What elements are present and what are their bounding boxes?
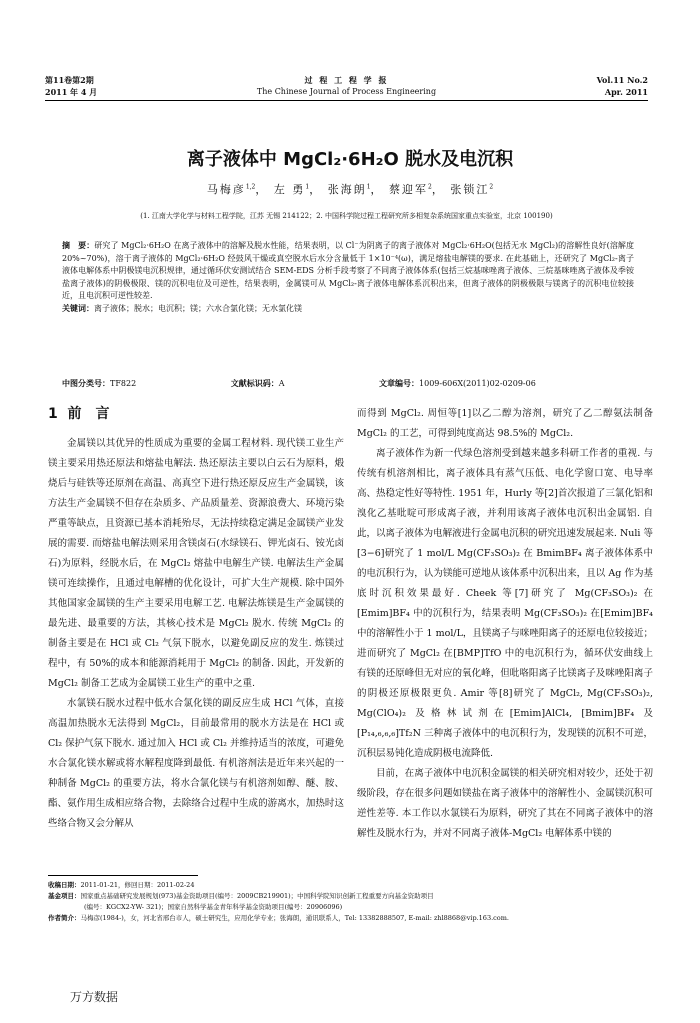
header-volume: 第11卷第2期 2011 年 4 月 <box>45 75 98 97</box>
paragraph: 目前，在离子液体中电沉积金属镁的相关研究相对较少，还处于初级阶段，存在很多问题如镁盐在离子液体中的溶解性小、金属镁沉积可逆性差等. 本工作以水氯镁石为原料，研究了其在不同离子液体中的溶解性及脱水行为，并对不同离子液体-MgCl₂ 电解体系中镁的 <box>357 768 653 839</box>
author: 张海朗$^1$ <box>327 183 371 196</box>
footnote-rule <box>48 875 198 876</box>
author-list: 马梅彦$^{1,2}$， 左 勇$^1$， 张海朗$^1$， 蔡迎军$^2$， 张锁江$^2$ <box>206 183 494 196</box>
header-journal: 过 程 工 程 学 报 The Chinese Journal of Process Engineering <box>256 75 437 96</box>
footnotes <box>48 880 652 924</box>
paragraph: 金属镁以其优异的性质成为重要的金属工程材料. 现代镁工业生产镁主要采用热还原法和熔盐电解法. 热还原法主要以白云石为原料，煅烧后与硅铁等还原剂在高温、高真空下进行热还原反应生产金属镁，该方法生产金属镁不但存在杂质多、产品质量差、资源浪费大、环境污染严重等缺点，且资源已基本消耗殆尽，无法持续稳定满足金属镁产业发展的需要. 而熔盐电解法则采用含镁卤石(水绿镁石、钾光卤石、铵光卤石)为原料，经脱水后，在 MgCl₂ 熔盐中电解生产镁. 电解法生产金属镁可连续操作，且通过电解槽的优化设计，可扩大生产规模. 除中国外其他国家金属镁的生产主要采用电解工艺. 电解法炼镁是生产金属镁的最先进、最重要的方法，其核心技术是 MgCl₂ 脱水. 传统 MgCl₂ 的制备主要是在 HCl 或 Cl₂ 气氛下脱水，以避免副反应的发生. 炼镁过程中，有 50%的成本和能源消耗用于 MgCl₂ 的制备. 因此，开发新的 MgCl₂ 制备工艺成为金属镁工业生产的重中之重. <box>48 438 344 689</box>
document-code: 文献标识码：A <box>230 379 285 388</box>
author-bio: 作者简介：马梅彦(1984-)，女，河北省邢台市人，硕士研究生，应用化学专业；张海朗，通讯联系人，Tel: 13382888507, E-mail: zhl8868@vip.163.com. <box>48 914 509 922</box>
paper-title: 离子液体中 MgCl₂·6H₂O 脱水及电沉积 <box>186 149 514 170</box>
keywords: 关键词：离子液体；脱水；电沉积；镁；六水合氯化镁；无水氯化镁 <box>62 303 302 313</box>
left-column <box>48 434 344 834</box>
section-heading: 1 前 言 <box>48 406 110 422</box>
header-rule <box>45 100 648 101</box>
paragraph: 离子液体作为新一代绿色溶剂受到越来越多科研工作者的重视. 与传统有机溶剂相比，离子液体具有蒸气压低、电化学窗口宽、电导率高、热稳定性好等特性. 1951 年，Hurly 等[2]首次报道了三氯化铝和溴化乙基吡啶可形成离子液，并利用该离子液体电沉积出金属铝. 自此，以离子液体为电解液进行金属电沉积的研究迅速发展起来. Nuli 等[3−6]研究了 1 mol/L Mg(CF₃SO₃)₂ 在 BmimBF₄ 离子液体体系中的电沉积行为，认为镁能可逆地从该体系中沉积出来，且以 Ag 作为基底时沉积效果最好. Cheek 等[7]研究了 Mg(CF₃SO₃)₂ 在[Emim]BF₄ 中的沉积行为，结果表明 Mg(CF₃SO₃)₂ 在[Emim]BF₄ 中的溶解性小于 1 mol/L，且镁离子与咪唑阳离子的还原电位较接近；进而研究了 MgCl₂ 在[BMP]TfO 中的电沉积行为，循环伏安曲线上有镁的还原峰但无对应的氧化峰，但吡咯阳离子比镁离子及咪唑阳离子的阴极还原极限更负. Amir 等[8]研究了 MgCl₂, Mg(CF₃SO₃)₂, Mg(ClO₄)₂ 及格林试剂在[Emim]AlCl₄, [Bmim]BF₄ 及[P₁₄,₆,₆,₆]Tf₂N 三种离子液体中的电沉积行为，发现镁的沉积不可逆，沉积层易钝化造成阴极电流降低. <box>357 448 653 759</box>
abstract-block <box>62 240 634 315</box>
paragraph: 而得到 MgCl₂. 周恒等[1]以乙二醇为溶剂，研究了乙二醇氨法制备 MgCl₂ 的工艺，可得到纯度高达 98.5%的 MgCl₂. <box>357 408 653 439</box>
watermark: 万方数据 <box>70 990 119 1004</box>
right-column <box>357 404 653 844</box>
header-issue: Vol.11 No.2 Apr. 2011 <box>596 75 648 97</box>
funding-cont: (编号：KGCX2-YW- 321)；国家自然科学基金青年科学基金资助项目(编号：20906096) <box>84 903 343 911</box>
classification-meta <box>62 378 628 389</box>
author: 马梅彦$^{1,2}$ <box>206 183 256 196</box>
author: 蔡迎军$^2$ <box>389 183 432 196</box>
funding: 基金项目：国家重点基础研究发展规划(973)基金资助项目(编号：2009CB219901)；中国科学院知识创新工程重要方向基金资助项目 <box>48 892 434 900</box>
affiliation: (1. 江南大学化学与材料工程学院，江苏 无锡 214122；2. 中国科学院过程工程研究所多相复杂系统国家重点实验室，北京 100190) <box>140 212 553 220</box>
abstract: 摘 要：研究了 MgCl₂·6H₂O 在离子液体中的溶解及脱水性能，结果表明，以 Cl⁻为阴离子的离子液体对 MgCl₂·6H₂O(包括无水 MgCl₂)的溶解性良好(溶解度 20%~70%)，溶于离子液体的 MgCl₂·6H₂O 经鼓风干燥或真空脱水后水分含量低于 1×10⁻⁴(ω)，满足熔盐电解镁的要求. 在此基础上，还研究了 MgCl₂-离子液体电解体系中阴极镁电沉积规律，通过循环伏安测试结合 SEM-EDS 分析手段考察了不同离子液体体系(包括三烷基咪唑离子液体、三烷基咪唑离子液体及季铵盐离子液体)的阴极极限、镁的沉积电位及可逆性，结果表明，金属镁可从 MgCl₂-离子液体电解体系沉积出来，但离子液体的阴极极限与镁离子的沉积电位较接近，且电沉积可逆性较差. <box>62 241 635 300</box>
author: 张锁江$^2$ <box>450 183 494 196</box>
paragraph: 水氯镁石脱水过程中低水合氯化镁的副反应生成 HCl 气体，直接高温加热脱水无法得到 MgCl₂，目前最常用的脱水方法是在 HCl 或 Cl₂ 保护气氛下脱水. 通过加入 HCl 或 Cl₂ 并维持适当的浓度，可避免水合氯化镁水解或将水解程度降到最低. 有机溶剂法是近年来兴起的一种制备 MgCl₂ 的重要方法，将水合氯化镁与有机溶剂如醇、醚、胺、酯、氨作用生成相应络合物，去除络合过程中生成的游离水，加热时这些络合物又会分解从 <box>48 698 344 829</box>
article-number: 文章编号：1009-606X(2011)02-0209-06 <box>379 379 536 388</box>
received-date: 收稿日期：2011-01-21，修回日期：2011-02-24 <box>48 881 195 889</box>
author: 左 勇$^1$ <box>273 183 310 196</box>
running-header <box>45 74 648 100</box>
clc-number: 中图分类号：TF822 <box>62 379 137 388</box>
